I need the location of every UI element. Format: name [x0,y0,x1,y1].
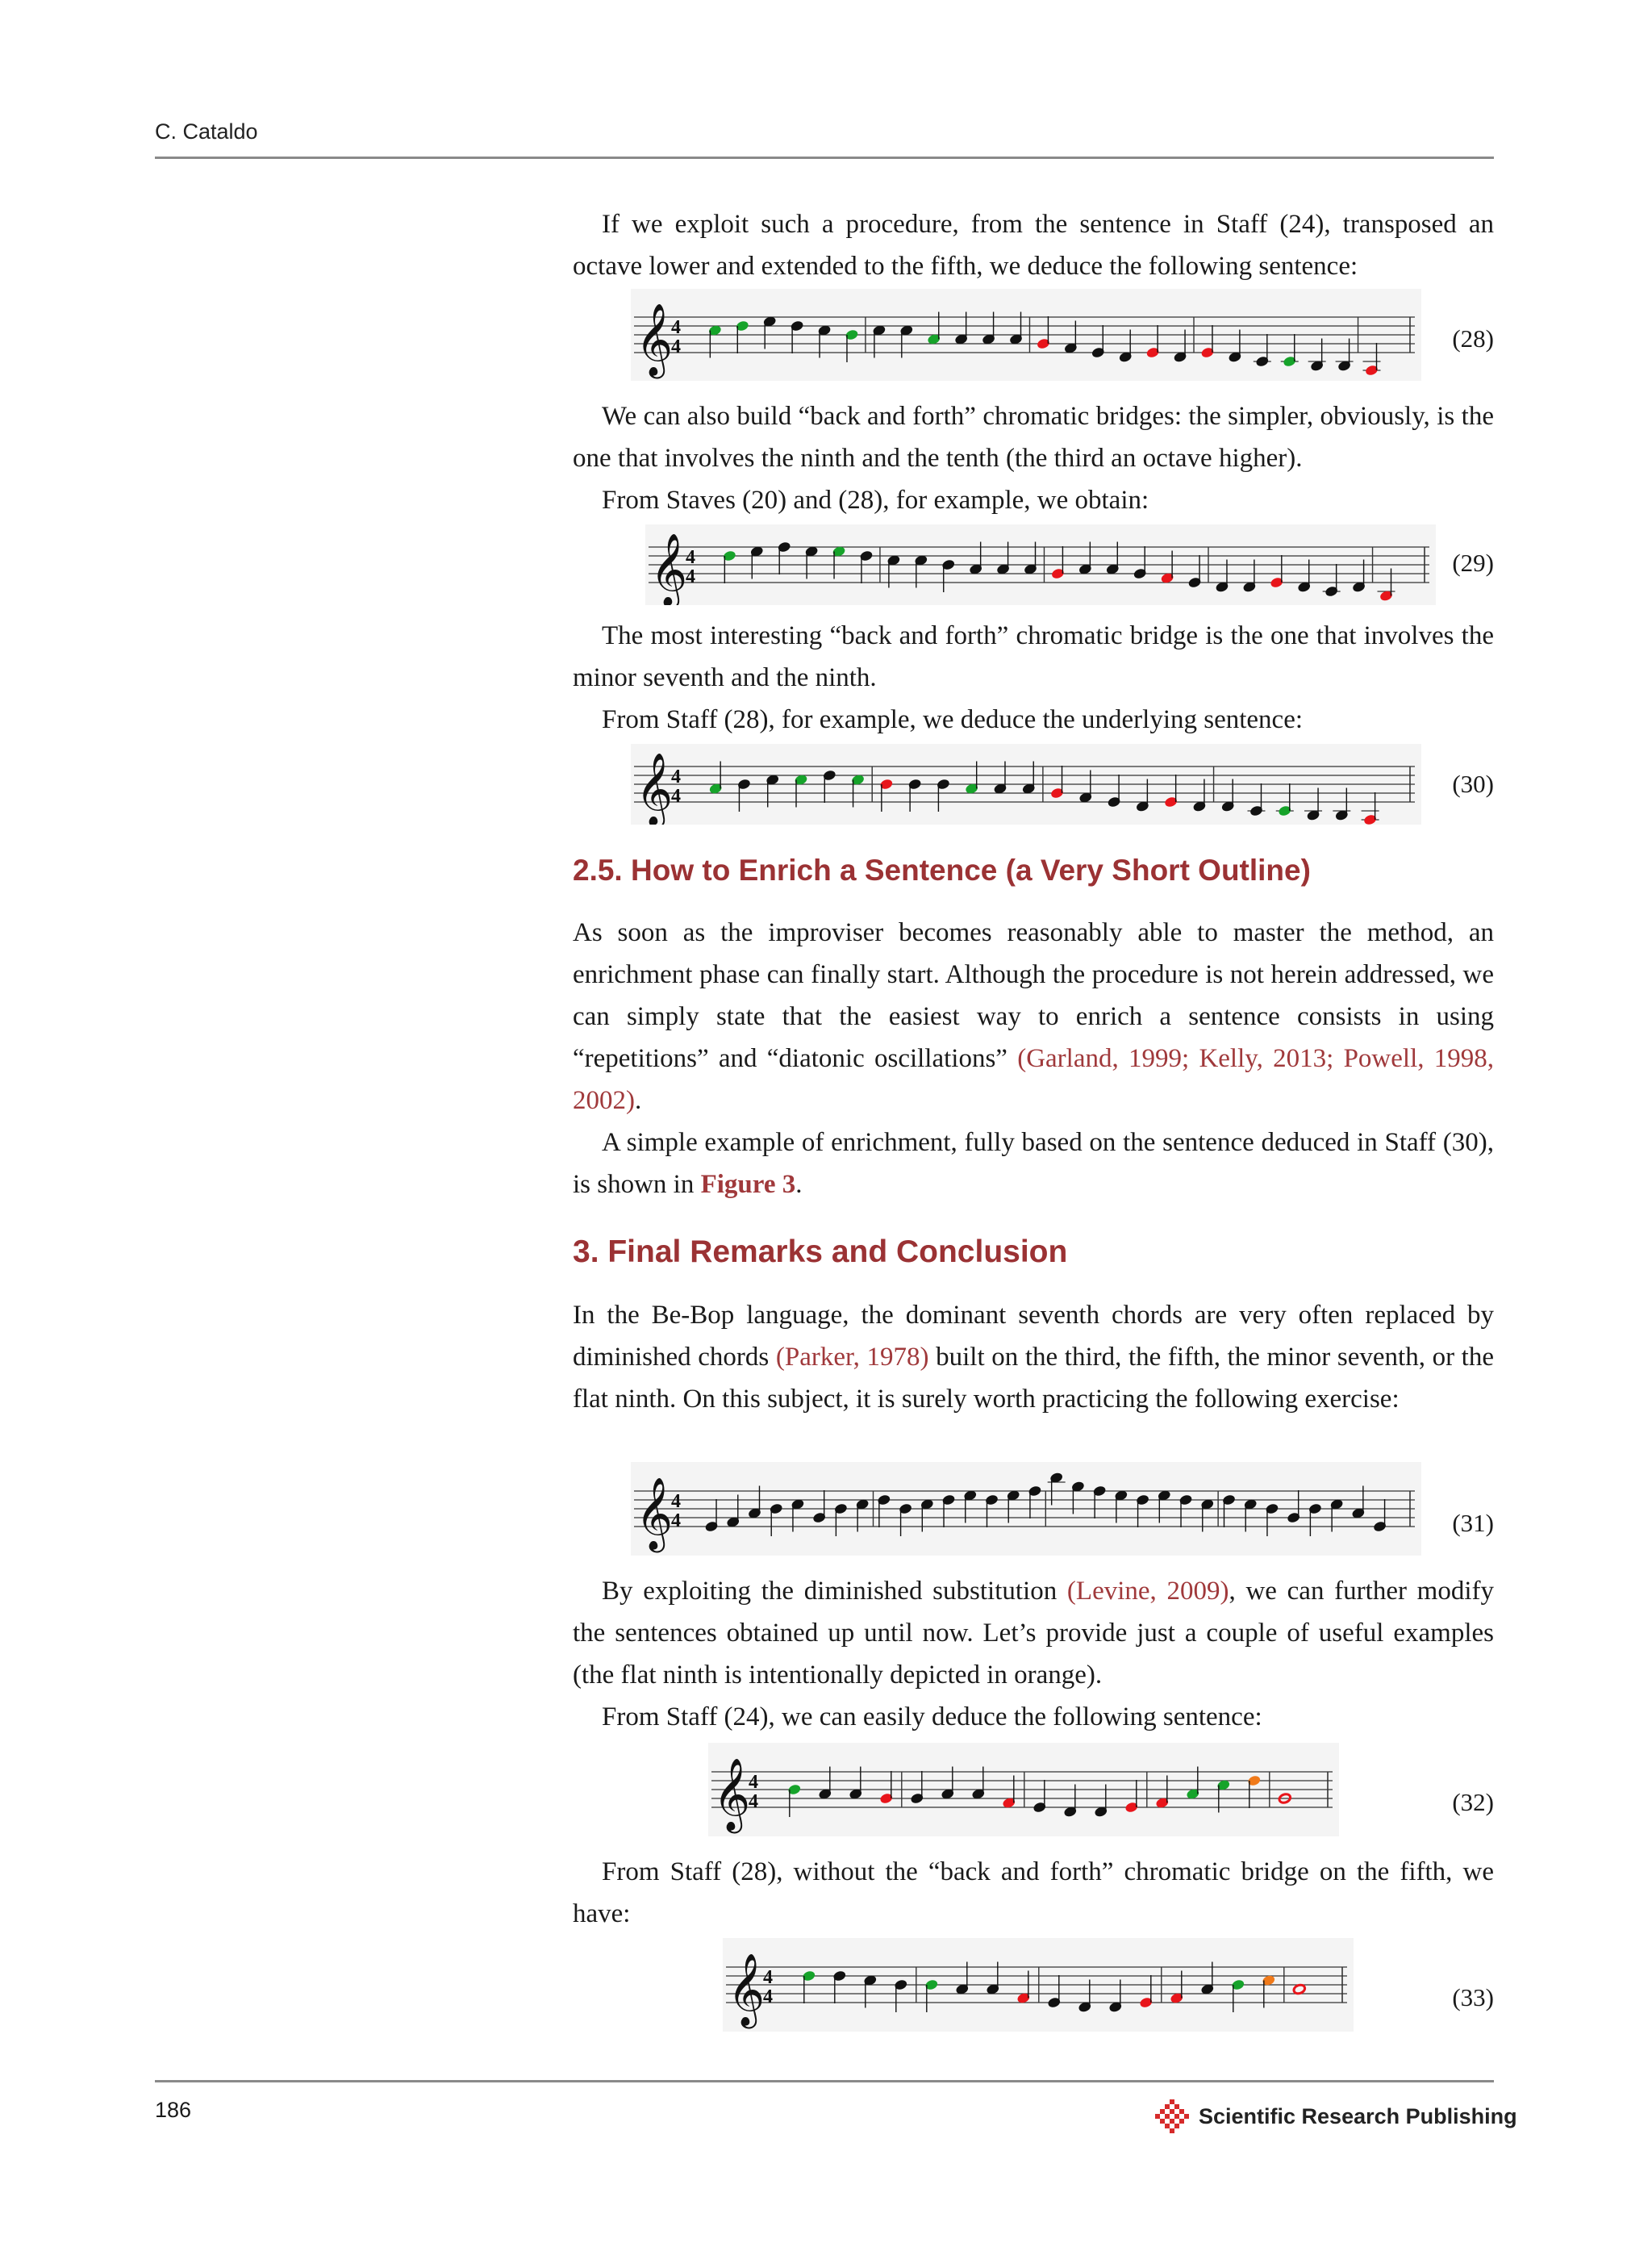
time-signature-bottom: 4 [686,566,695,587]
paragraph: As soon as the improviser becomes reasonably able to master the method, an enrichment phase can finally start. Although the procedure is not herein addressed, we can simply state that the easiest way to enrich a sentence consists in using “repetitions” and “diatonic oscillations” (Garland, 1999; Kelly, 2013; Powell, 1998, 2002). [573,918,1494,1115]
equation-number: (32) [1452,1788,1494,1816]
time-signature-bottom: 4 [671,786,681,807]
publisher-diamond-icon [1153,2098,1191,2135]
paragraph: A simple example of enrichment, fully based on the sentence deduced in Staff (30), is shown in Figure 3. [573,1128,1494,1199]
paragraph: By exploiting the diminished substitution (Levine, 2009), we can further modify the sentences obtained up until now. Let’s provide just a couple of useful examples (the flat ninth is intentionally depicted in orange). [573,1577,1494,1690]
time-signature-top: 4 [671,317,681,338]
paragraph: We can also build “back and forth” chromatic bridges: the simpler, obviously, is the one that involves the ninth and the tenth (the third an octave higher). [573,402,1494,473]
music-staff-30 [631,744,1421,825]
equation-number: (29) [1452,549,1494,577]
treble-clef-icon: 𝄞 [636,753,674,825]
equation-number: (31) [1452,1509,1494,1537]
treble-clef-icon: 𝄞 [636,303,674,376]
time-signature-top: 4 [749,1772,758,1793]
paragraph: From Staff (24), we can easily deduce the following sentence: [602,1702,1262,1731]
citation-link[interactable]: (Parker, 1978) [775,1343,929,1372]
treble-clef-icon: 𝄞 [636,1477,674,1550]
publisher-name: Scientific Research Publishing [1199,2103,1517,2128]
figure-link[interactable]: Figure 3 [700,1170,796,1199]
time-signature-bottom: 4 [671,336,681,357]
music-staff-32 [708,1743,1339,1836]
time-signature-bottom: 4 [749,1791,758,1812]
footer-rule [155,2080,1494,2082]
treble-clef-icon: 𝄞 [650,533,688,605]
citation-link[interactable]: (Garland, 1999; Kelly, 2013; Powell, 1998, 2002) [573,1044,1494,1115]
paragraph: If we exploit such a procedure, from the sentence in Staff (24), transposed an octave lower and extended to the fifth, we deduce the following sentence: [573,210,1494,281]
time-signature-top: 4 [671,766,681,787]
section-heading-3: 3. Final Remarks and Conclusion [573,1234,1068,1269]
header-rule [155,157,1494,159]
time-signature-top: 4 [763,1967,773,1988]
treble-clef-icon: 𝄞 [728,1953,766,2026]
citation-link[interactable]: (Levine, 2009) [1066,1577,1229,1606]
time-signature-top: 4 [686,547,695,568]
publisher-logo [1153,2098,1517,2135]
music-staff-31 [631,1462,1421,1556]
time-signature-bottom: 4 [671,1510,681,1531]
paragraph: From Staff (28), for example, we deduce the underlying sentence: [602,705,1304,734]
equation-number: (33) [1452,1983,1494,2011]
time-signature-bottom: 4 [763,1986,773,2007]
running-header-author: C. Cataldo [155,119,258,144]
time-signature-top: 4 [671,1491,681,1512]
treble-clef-icon: 𝄞 [713,1758,751,1831]
equation-number: (30) [1452,770,1494,798]
paragraph: The most interesting “back and forth” chromatic bridge is the one that involves the minor seventh and the ninth. [573,621,1494,692]
music-staff-33 [723,1938,1354,2032]
music-staff-28 [631,289,1421,381]
paragraph: In the Be-Bop language, the dominant seventh chords are very often replaced by diminished chords (Parker, 1978) built on the third, the fifth, the minor seventh, or the flat ninth. On this subject, it is surely worth practicing the following exercise: [573,1301,1494,1414]
paragraph: From Staff (28), without the “back and forth” chromatic bridge on the fifth, we have: [573,1857,1494,1928]
page-number: 186 [155,2098,192,2122]
music-staff-29 [645,524,1436,605]
section-heading-2-5: 2.5. How to Enrich a Sentence (a Very Short Outline) [573,854,1311,887]
paragraph: From Staves (20) and (28), for example, we obtain: [602,486,1149,515]
equation-number: (28) [1452,324,1494,353]
